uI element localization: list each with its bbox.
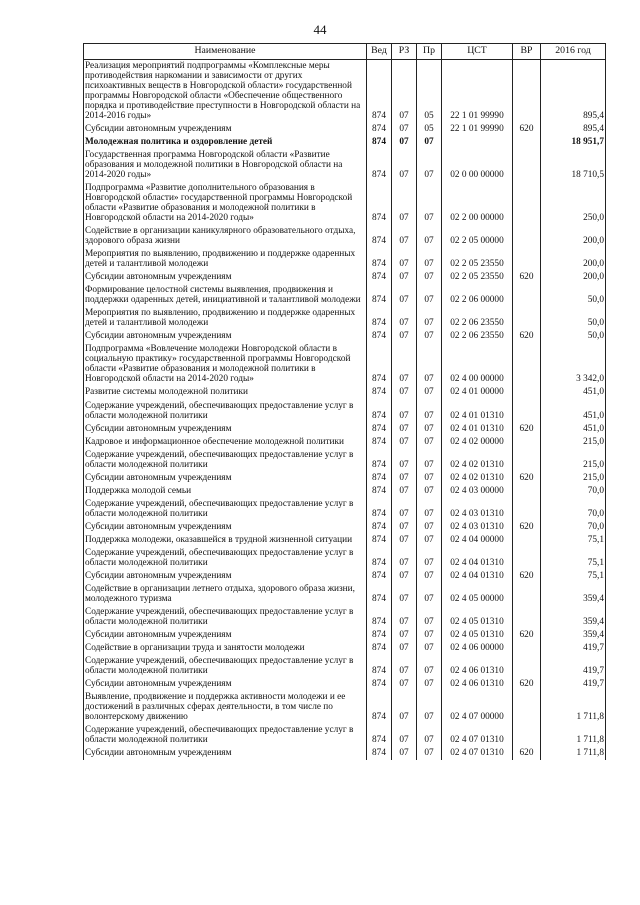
row-pr: 07 bbox=[417, 678, 442, 691]
table-row bbox=[84, 521, 606, 534]
row-amount: 419,7 bbox=[541, 655, 606, 678]
row-rz: 07 bbox=[392, 182, 417, 225]
row-amount: 359,4 bbox=[541, 629, 606, 642]
row-rz: 07 bbox=[392, 284, 417, 307]
row-ved: 874 bbox=[367, 400, 392, 423]
row-vr bbox=[513, 436, 541, 449]
row-cst: 02 4 03 01310 bbox=[442, 521, 513, 534]
row-cst: 02 4 02 01310 bbox=[442, 449, 513, 472]
row-vr bbox=[513, 534, 541, 547]
row-ved: 874 bbox=[367, 678, 392, 691]
row-vr bbox=[513, 691, 541, 724]
row-vr: 620 bbox=[513, 521, 541, 534]
row-amount: 200,0 bbox=[541, 225, 606, 248]
row-name: Содержание учреждений, обеспечивающих предоставление услуг в области молодежной политики bbox=[84, 449, 367, 472]
row-name: Содержание учреждений, обеспечивающих предоставление услуг в области молодежной политики bbox=[84, 655, 367, 678]
row-name: Развитие системы молодежной политики bbox=[84, 386, 367, 399]
row-ved: 874 bbox=[367, 485, 392, 498]
row-rz: 07 bbox=[392, 307, 417, 330]
row-vr bbox=[513, 136, 541, 149]
row-amount: 419,7 bbox=[541, 642, 606, 655]
row-amount: 70,0 bbox=[541, 485, 606, 498]
row-rz: 07 bbox=[392, 583, 417, 606]
table-row bbox=[84, 136, 606, 149]
row-pr: 07 bbox=[417, 343, 442, 386]
row-cst: 02 4 07 01310 bbox=[442, 747, 513, 760]
row-name: Содержание учреждений, обеспечивающих предоставление услуг в области молодежной политики bbox=[84, 498, 367, 521]
header-vr: ВР bbox=[513, 44, 541, 60]
table-row bbox=[84, 678, 606, 691]
row-vr bbox=[513, 606, 541, 629]
row-rz: 07 bbox=[392, 498, 417, 521]
row-vr: 620 bbox=[513, 747, 541, 760]
row-ved: 874 bbox=[367, 123, 392, 136]
row-cst: 22 1 01 99990 bbox=[442, 123, 513, 136]
row-ved: 874 bbox=[367, 583, 392, 606]
row-pr: 07 bbox=[417, 629, 442, 642]
row-rz: 07 bbox=[392, 678, 417, 691]
row-vr bbox=[513, 498, 541, 521]
row-amount: 18 710,5 bbox=[541, 149, 606, 182]
table-row bbox=[84, 386, 606, 399]
row-cst: 02 4 01 01310 bbox=[442, 400, 513, 423]
row-pr: 07 bbox=[417, 547, 442, 570]
row-amount: 895,4 bbox=[541, 59, 606, 123]
row-rz: 07 bbox=[392, 534, 417, 547]
table-row bbox=[84, 570, 606, 583]
row-pr: 07 bbox=[417, 182, 442, 225]
row-name: Субсидии автономным учреждениям bbox=[84, 472, 367, 485]
row-rz: 07 bbox=[392, 123, 417, 136]
row-ved: 874 bbox=[367, 547, 392, 570]
row-cst: 02 4 02 01310 bbox=[442, 472, 513, 485]
row-pr: 07 bbox=[417, 642, 442, 655]
row-ved: 874 bbox=[367, 449, 392, 472]
row-name: Поддержка молодежи, оказавшейся в трудной жизненной ситуации bbox=[84, 534, 367, 547]
row-ved: 874 bbox=[367, 521, 392, 534]
row-vr bbox=[513, 386, 541, 399]
row-amount: 75,1 bbox=[541, 547, 606, 570]
row-amount: 50,0 bbox=[541, 307, 606, 330]
row-pr: 05 bbox=[417, 59, 442, 123]
header-pr: Пр bbox=[417, 44, 442, 60]
row-ved: 874 bbox=[367, 436, 392, 449]
row-amount: 3 342,0 bbox=[541, 343, 606, 386]
row-cst: 02 2 06 23550 bbox=[442, 330, 513, 343]
row-rz: 07 bbox=[392, 343, 417, 386]
row-vr bbox=[513, 225, 541, 248]
row-name: Подпрограмма «Вовлечение молодежи Новгородской области в социальную практику» государственной программы Новгородской области «Развитие образования и молодежной политики в Новгородской области на 2014-2020 годы» bbox=[84, 343, 367, 386]
row-vr bbox=[513, 547, 541, 570]
row-rz: 07 bbox=[392, 547, 417, 570]
row-cst: 02 4 04 01310 bbox=[442, 570, 513, 583]
row-amount: 200,0 bbox=[541, 248, 606, 271]
table-row bbox=[84, 485, 606, 498]
row-ved: 874 bbox=[367, 330, 392, 343]
row-cst: 02 4 00 00000 bbox=[442, 343, 513, 386]
row-amount: 70,0 bbox=[541, 521, 606, 534]
row-amount: 359,4 bbox=[541, 583, 606, 606]
row-amount: 419,7 bbox=[541, 678, 606, 691]
row-name: Содержание учреждений, обеспечивающих предоставление услуг в области молодежной политики bbox=[84, 606, 367, 629]
row-name: Содействие в организации летнего отдыха, здорового образа жизни, молодежного туризма bbox=[84, 583, 367, 606]
row-vr bbox=[513, 485, 541, 498]
table-row bbox=[84, 123, 606, 136]
row-vr bbox=[513, 307, 541, 330]
table-row bbox=[84, 436, 606, 449]
row-ved: 874 bbox=[367, 307, 392, 330]
row-rz: 07 bbox=[392, 606, 417, 629]
row-name: Кадровое и информационное обеспечение молодежной политики bbox=[84, 436, 367, 449]
row-name: Подпрограмма «Развитие дополнительного образования в Новгородской области» государственной программы Новгородской области «Развитие образования и молодежной политики в Новгородской области на 2014-2020 годы» bbox=[84, 182, 367, 225]
row-vr bbox=[513, 724, 541, 747]
row-cst: 02 4 03 00000 bbox=[442, 485, 513, 498]
row-cst: 02 4 01 00000 bbox=[442, 386, 513, 399]
row-rz: 07 bbox=[392, 570, 417, 583]
row-rz: 07 bbox=[392, 472, 417, 485]
row-amount: 359,4 bbox=[541, 606, 606, 629]
row-rz: 07 bbox=[392, 436, 417, 449]
row-amount: 215,0 bbox=[541, 472, 606, 485]
row-ved: 874 bbox=[367, 149, 392, 182]
row-name: Поддержка молодой семьи bbox=[84, 485, 367, 498]
row-vr: 620 bbox=[513, 472, 541, 485]
row-amount: 215,0 bbox=[541, 436, 606, 449]
row-rz: 07 bbox=[392, 271, 417, 284]
row-cst: 02 4 04 00000 bbox=[442, 534, 513, 547]
row-pr: 07 bbox=[417, 225, 442, 248]
row-amount: 895,4 bbox=[541, 123, 606, 136]
header-cst: ЦСТ bbox=[442, 44, 513, 60]
row-cst: 02 4 04 01310 bbox=[442, 547, 513, 570]
row-name: Содействие в организации каникулярного образовательного отдыха, здорового образа жизни bbox=[84, 225, 367, 248]
row-ved: 874 bbox=[367, 747, 392, 760]
row-cst: 02 4 05 00000 bbox=[442, 583, 513, 606]
row-name: Субсидии автономным учреждениям bbox=[84, 271, 367, 284]
row-ved: 874 bbox=[367, 655, 392, 678]
row-amount: 451,0 bbox=[541, 423, 606, 436]
row-cst bbox=[442, 136, 513, 149]
row-rz: 07 bbox=[392, 485, 417, 498]
row-pr: 07 bbox=[417, 472, 442, 485]
table-row bbox=[84, 271, 606, 284]
row-name: Молодежная политика и оздоровление детей bbox=[84, 136, 367, 149]
table-row bbox=[84, 284, 606, 307]
row-name: Субсидии автономным учреждениям bbox=[84, 123, 367, 136]
row-pr: 07 bbox=[417, 271, 442, 284]
row-pr: 07 bbox=[417, 386, 442, 399]
row-ved: 874 bbox=[367, 472, 392, 485]
row-ved: 874 bbox=[367, 271, 392, 284]
row-vr: 620 bbox=[513, 123, 541, 136]
row-rz: 07 bbox=[392, 724, 417, 747]
table-row bbox=[84, 724, 606, 747]
row-ved: 874 bbox=[367, 343, 392, 386]
row-vr: 620 bbox=[513, 570, 541, 583]
row-name: Субсидии автономным учреждениям bbox=[84, 678, 367, 691]
row-rz: 07 bbox=[392, 386, 417, 399]
row-rz: 07 bbox=[392, 59, 417, 123]
row-name: Субсидии автономным учреждениям bbox=[84, 747, 367, 760]
row-vr bbox=[513, 642, 541, 655]
row-rz: 07 bbox=[392, 747, 417, 760]
table-row bbox=[84, 547, 606, 570]
row-amount: 1 711,8 bbox=[541, 691, 606, 724]
row-cst: 02 2 00 00000 bbox=[442, 182, 513, 225]
row-cst: 02 2 05 23550 bbox=[442, 248, 513, 271]
table-row bbox=[84, 307, 606, 330]
row-ved: 874 bbox=[367, 606, 392, 629]
row-name: Субсидии автономным учреждениям bbox=[84, 521, 367, 534]
row-cst: 02 4 06 01310 bbox=[442, 655, 513, 678]
row-name: Формирование целостной системы выявления, продвижения и поддержки одаренных детей, инициативной и талантливой молодежи bbox=[84, 284, 367, 307]
row-amount: 50,0 bbox=[541, 330, 606, 343]
row-pr: 07 bbox=[417, 149, 442, 182]
row-vr: 620 bbox=[513, 423, 541, 436]
row-name: Мероприятия по выявлению, продвижению и поддержке одаренных детей и талантливой молодежи bbox=[84, 248, 367, 271]
row-amount: 70,0 bbox=[541, 498, 606, 521]
header-rz: РЗ bbox=[392, 44, 417, 60]
row-name: Содействие в организации труда и занятости молодежи bbox=[84, 642, 367, 655]
table-row bbox=[84, 655, 606, 678]
table-row bbox=[84, 248, 606, 271]
row-ved: 874 bbox=[367, 724, 392, 747]
row-vr bbox=[513, 59, 541, 123]
row-name: Субсидии автономным учреждениям bbox=[84, 629, 367, 642]
row-rz: 07 bbox=[392, 521, 417, 534]
row-ved: 874 bbox=[367, 284, 392, 307]
row-amount: 50,0 bbox=[541, 284, 606, 307]
table-row bbox=[84, 534, 606, 547]
row-amount: 1 711,8 bbox=[541, 747, 606, 760]
row-ved: 874 bbox=[367, 225, 392, 248]
row-rz: 07 bbox=[392, 248, 417, 271]
row-vr bbox=[513, 449, 541, 472]
page-number: 44 bbox=[313, 22, 327, 37]
table-row bbox=[84, 225, 606, 248]
row-amount: 75,1 bbox=[541, 534, 606, 547]
row-vr bbox=[513, 149, 541, 182]
row-name: Субсидии автономным учреждениям bbox=[84, 423, 367, 436]
header-ved: Вед bbox=[367, 44, 392, 60]
table-row bbox=[84, 747, 606, 760]
row-rz: 07 bbox=[392, 136, 417, 149]
row-rz: 07 bbox=[392, 423, 417, 436]
table-row bbox=[84, 423, 606, 436]
row-ved: 874 bbox=[367, 629, 392, 642]
row-pr: 07 bbox=[417, 307, 442, 330]
row-amount: 1 711,8 bbox=[541, 724, 606, 747]
row-rz: 07 bbox=[392, 629, 417, 642]
table-row bbox=[84, 498, 606, 521]
table-row bbox=[84, 583, 606, 606]
row-vr bbox=[513, 284, 541, 307]
row-name: Субсидии автономным учреждениям bbox=[84, 330, 367, 343]
row-name: Субсидии автономным учреждениям bbox=[84, 570, 367, 583]
row-cst: 02 0 00 00000 bbox=[442, 149, 513, 182]
row-pr: 05 bbox=[417, 123, 442, 136]
row-pr: 07 bbox=[417, 655, 442, 678]
row-ved: 874 bbox=[367, 691, 392, 724]
row-rz: 07 bbox=[392, 691, 417, 724]
row-ved: 874 bbox=[367, 423, 392, 436]
row-pr: 07 bbox=[417, 521, 442, 534]
row-vr bbox=[513, 343, 541, 386]
row-vr: 620 bbox=[513, 271, 541, 284]
row-amount: 250,0 bbox=[541, 182, 606, 225]
row-ved: 874 bbox=[367, 386, 392, 399]
row-amount: 18 951,7 bbox=[541, 136, 606, 149]
row-pr: 07 bbox=[417, 284, 442, 307]
row-vr: 620 bbox=[513, 678, 541, 691]
row-cst: 02 4 06 00000 bbox=[442, 642, 513, 655]
row-cst: 02 4 01 01310 bbox=[442, 423, 513, 436]
table-row bbox=[84, 691, 606, 724]
row-ved: 874 bbox=[367, 570, 392, 583]
row-pr: 07 bbox=[417, 330, 442, 343]
header-year: 2016 год bbox=[541, 44, 606, 60]
row-vr bbox=[513, 248, 541, 271]
table-row bbox=[84, 642, 606, 655]
row-cst: 02 2 05 23550 bbox=[442, 271, 513, 284]
row-name: Содержание учреждений, обеспечивающих предоставление услуг в области молодежной политики bbox=[84, 547, 367, 570]
row-cst: 22 1 01 99990 bbox=[442, 59, 513, 123]
table-row bbox=[84, 606, 606, 629]
table-row bbox=[84, 400, 606, 423]
row-name: Государственная программа Новгородской области «Развитие образования и молодежной политики в Новгородской области на 2014-2020 годы» bbox=[84, 149, 367, 182]
row-name: Мероприятия по выявлению, продвижению и поддержке одаренных детей и талантливой молодежи bbox=[84, 307, 367, 330]
row-rz: 07 bbox=[392, 149, 417, 182]
row-name: Содержание учреждений, обеспечивающих предоставление услуг в области молодежной политики bbox=[84, 724, 367, 747]
row-ved: 874 bbox=[367, 136, 392, 149]
row-pr: 07 bbox=[417, 400, 442, 423]
row-rz: 07 bbox=[392, 400, 417, 423]
row-cst: 02 2 06 00000 bbox=[442, 284, 513, 307]
row-amount: 200,0 bbox=[541, 271, 606, 284]
row-cst: 02 4 06 01310 bbox=[442, 678, 513, 691]
row-ved: 874 bbox=[367, 248, 392, 271]
row-vr: 620 bbox=[513, 629, 541, 642]
row-name: Содержание учреждений, обеспечивающих предоставление услуг в области молодежной политики bbox=[84, 400, 367, 423]
row-pr: 07 bbox=[417, 570, 442, 583]
row-rz: 07 bbox=[392, 330, 417, 343]
row-cst: 02 4 05 01310 bbox=[442, 606, 513, 629]
row-vr bbox=[513, 400, 541, 423]
row-pr: 07 bbox=[417, 136, 442, 149]
row-pr: 07 bbox=[417, 534, 442, 547]
row-ved: 874 bbox=[367, 59, 392, 123]
row-name: Выявление, продвижение и поддержка активности молодежи и ее достижений в различных сферах деятельности, в том числе по волонтерскому движению bbox=[84, 691, 367, 724]
header-name: Наименование bbox=[84, 44, 367, 60]
row-amount: 451,0 bbox=[541, 386, 606, 399]
row-name: Реализация мероприятий подпрограммы «Комплексные меры противодействия наркомании и зависимости от других психоактивных веществ в Новгородской области» государственной программы Новгородской области «Обеспечение общественного порядка и противодействие преступности в Новгородской области на 2014-2016 годы» bbox=[84, 59, 367, 123]
table-row bbox=[84, 449, 606, 472]
row-rz: 07 bbox=[392, 225, 417, 248]
row-pr: 07 bbox=[417, 724, 442, 747]
row-vr bbox=[513, 182, 541, 225]
row-ved: 874 bbox=[367, 534, 392, 547]
row-rz: 07 bbox=[392, 642, 417, 655]
row-ved: 874 bbox=[367, 642, 392, 655]
row-cst: 02 2 05 00000 bbox=[442, 225, 513, 248]
table-row bbox=[84, 343, 606, 386]
table-header-row bbox=[84, 44, 606, 60]
table-row bbox=[84, 149, 606, 182]
row-vr: 620 bbox=[513, 330, 541, 343]
row-rz: 07 bbox=[392, 449, 417, 472]
row-cst: 02 4 07 00000 bbox=[442, 691, 513, 724]
row-pr: 07 bbox=[417, 498, 442, 521]
row-ved: 874 bbox=[367, 182, 392, 225]
row-amount: 215,0 bbox=[541, 449, 606, 472]
row-cst: 02 2 06 23550 bbox=[442, 307, 513, 330]
row-vr bbox=[513, 583, 541, 606]
row-pr: 07 bbox=[417, 423, 442, 436]
row-cst: 02 4 05 01310 bbox=[442, 629, 513, 642]
table-row bbox=[84, 59, 606, 123]
table-row bbox=[84, 472, 606, 485]
row-amount: 75,1 bbox=[541, 570, 606, 583]
row-cst: 02 4 02 00000 bbox=[442, 436, 513, 449]
table-row bbox=[84, 182, 606, 225]
row-pr: 07 bbox=[417, 248, 442, 271]
row-ved: 874 bbox=[367, 498, 392, 521]
row-cst: 02 4 07 01310 bbox=[442, 724, 513, 747]
row-pr: 07 bbox=[417, 747, 442, 760]
row-amount: 451,0 bbox=[541, 400, 606, 423]
row-pr: 07 bbox=[417, 485, 442, 498]
budget-table bbox=[83, 43, 606, 760]
row-pr: 07 bbox=[417, 449, 442, 472]
row-pr: 07 bbox=[417, 436, 442, 449]
row-pr: 07 bbox=[417, 691, 442, 724]
table-body bbox=[84, 59, 606, 760]
row-cst: 02 4 03 01310 bbox=[442, 498, 513, 521]
row-pr: 07 bbox=[417, 606, 442, 629]
table-row bbox=[84, 330, 606, 343]
table-row bbox=[84, 629, 606, 642]
row-rz: 07 bbox=[392, 655, 417, 678]
row-pr: 07 bbox=[417, 583, 442, 606]
row-vr bbox=[513, 655, 541, 678]
